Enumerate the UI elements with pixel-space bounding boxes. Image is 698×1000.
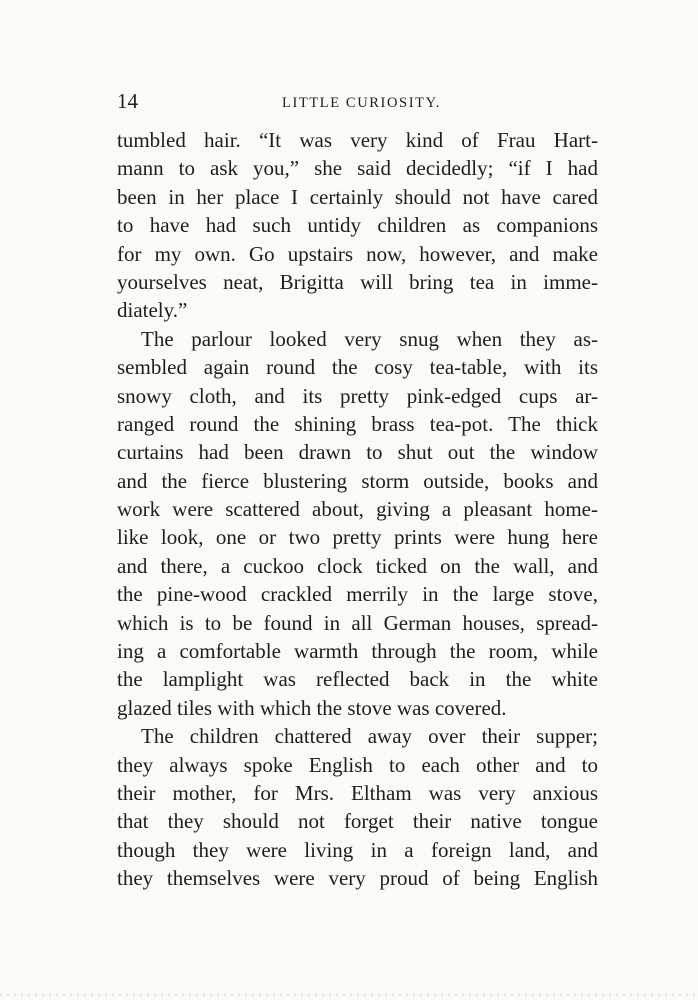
body-text	[117, 126, 598, 893]
page-number: 14	[117, 89, 138, 113]
text-line: they themselves were very proud of being English	[117, 866, 598, 891]
text-line: glazed tiles with which the stove was covered.	[117, 695, 507, 720]
running-head	[117, 86, 598, 116]
text-line: the lamplight was reflected back in the white	[117, 667, 598, 692]
paragraph-start-line: The parlour looked very snug when they as-	[141, 326, 598, 351]
text-line: their mother, for Mrs. Eltham was very anxious	[117, 780, 598, 805]
text-line: yourselves neat, Brigitta will bring tea in imme-	[117, 269, 598, 294]
text-line: curtains had been drawn to shut out the window	[117, 440, 598, 465]
text-line: snowy cloth, and its pretty pink-edged cups ar-	[117, 383, 598, 408]
text-line: work were scattered about, giving a pleasant home-	[117, 497, 598, 522]
text-line: diately.”	[117, 298, 188, 323]
text-line: and the fierce blustering storm outside, books and	[117, 468, 598, 493]
text-line: that they should not forget their native tongue	[117, 809, 598, 834]
text-line: the pine-wood crackled merrily in the large stove,	[117, 582, 598, 607]
text-line: ing a comfortable warmth through the room, while	[117, 639, 598, 664]
page-edge-texture	[0, 993, 698, 997]
text-line: and there, a cuckoo clock ticked on the wall, and	[117, 553, 598, 578]
text-line: like look, one or two pretty prints were hung here	[117, 525, 598, 550]
text-line: which is to be found in all German houses, spread-	[117, 610, 598, 635]
text-line: though they were living in a foreign land, and	[117, 837, 598, 862]
text-line: ranged round the shining brass tea-pot. The thick	[117, 411, 598, 436]
text-line: they always spoke English to each other and to	[117, 752, 598, 777]
text-line: tumbled hair. “It was very kind of Frau Hart-	[117, 128, 598, 152]
running-title: LITTLE CURIOSITY.	[281, 95, 442, 111]
paragraph-start-line: The children chattered away over their supper;	[141, 724, 598, 749]
text-line: been in her place I certainly should not have cared	[117, 184, 598, 209]
text-line: for my own. Go upstairs now, however, and make	[117, 241, 598, 266]
text-line: sembled again round the cosy tea-table, with its	[117, 355, 598, 380]
text-line: mann to ask you,” she said decidedly; “if I had	[117, 156, 598, 181]
text-line: to have had such untidy children as companions	[117, 213, 598, 238]
